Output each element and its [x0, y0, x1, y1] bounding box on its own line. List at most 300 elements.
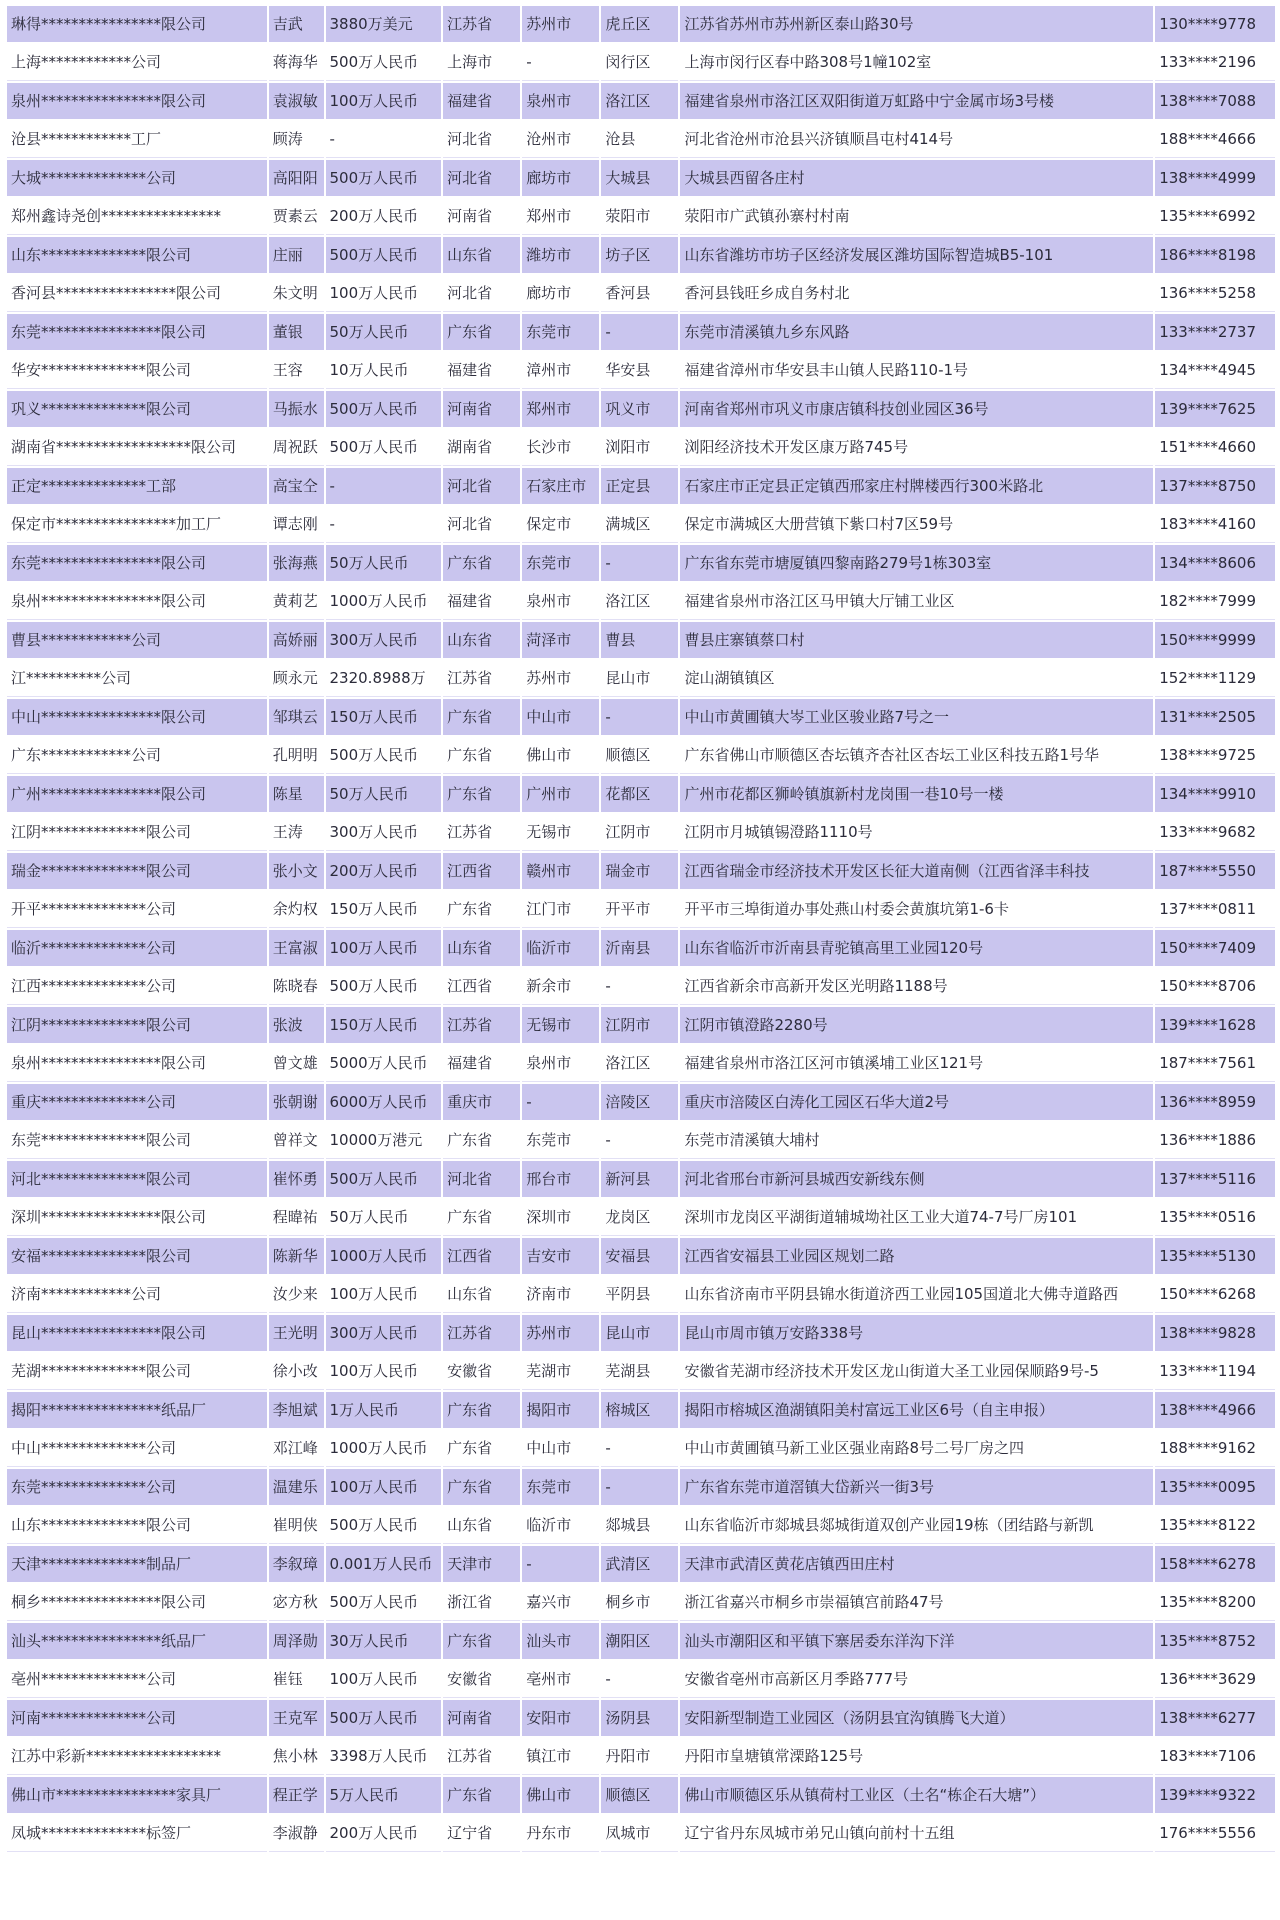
province-cell: 福建省: [443, 83, 520, 119]
province-cell: 广东省: [443, 737, 520, 774]
address-cell: 昆山市周市镇万安路338号: [680, 1315, 1153, 1351]
registered-capital-cell: 50万人民币: [326, 545, 442, 581]
city-cell: 吉安市: [522, 1238, 599, 1274]
district-cell: 正定县: [601, 468, 678, 504]
district-cell: 涪陵区: [601, 1084, 678, 1120]
phone-cell: 137****0811: [1155, 891, 1275, 928]
district-cell: 洛江区: [601, 583, 678, 620]
address-cell: 福建省泉州市洛江区河市镇溪埔工业区121号: [680, 1045, 1153, 1082]
province-cell: 江苏省: [443, 6, 520, 42]
province-cell: 广东省: [443, 891, 520, 928]
phone-cell: 139****9322: [1155, 1777, 1275, 1813]
province-cell: 山东省: [443, 622, 520, 658]
company-name-cell: 广东************公司: [7, 737, 267, 774]
registered-capital-cell: -: [326, 506, 442, 543]
table-row: [7, 1122, 1275, 1159]
legal-person-cell: 周祝跃: [269, 429, 324, 466]
registered-capital-cell: 200万人民币: [326, 198, 442, 235]
registered-capital-cell: 0.001万人民币: [326, 1546, 442, 1582]
district-cell: 坊子区: [601, 237, 678, 273]
company-name-cell: 凤城**************标签厂: [7, 1815, 267, 1852]
phone-cell: 187****5550: [1155, 853, 1275, 889]
province-cell: 安徽省: [443, 1353, 520, 1390]
district-cell: 龙岗区: [601, 1199, 678, 1236]
province-cell: 广东省: [443, 1777, 520, 1813]
table-row: [7, 1777, 1275, 1813]
address-cell: 汕头市潮阳区和平镇下寨居委东洋沟下洋: [680, 1623, 1153, 1659]
city-cell: 芜湖市: [522, 1353, 599, 1390]
province-cell: 广东省: [443, 1430, 520, 1467]
address-cell: 山东省济南市平阴县锦水街道济西工业园105国道北大佛寺道路西: [680, 1276, 1153, 1313]
table-row: [7, 314, 1275, 350]
company-name-cell: 香河县****************限公司: [7, 275, 267, 312]
table-row: [7, 275, 1275, 312]
legal-person-cell: 张小文: [269, 853, 324, 889]
phone-cell: 138****4999: [1155, 160, 1275, 196]
province-cell: 广东省: [443, 1122, 520, 1159]
address-cell: 广东省佛山市顺德区杏坛镇齐杏社区杏坛工业区科技五路1号华: [680, 737, 1153, 774]
phone-cell: 137****8750: [1155, 468, 1275, 504]
registered-capital-cell: 500万人民币: [326, 1161, 442, 1197]
address-cell: 丹阳市皇塘镇常溧路125号: [680, 1738, 1153, 1775]
registered-capital-cell: 50万人民币: [326, 1199, 442, 1236]
table-row: [7, 1161, 1275, 1197]
phone-cell: 176****5556: [1155, 1815, 1275, 1852]
registered-capital-cell: 2320.8988万: [326, 660, 442, 697]
phone-cell: 137****5116: [1155, 1161, 1275, 1197]
legal-person-cell: 王容: [269, 352, 324, 389]
company-name-cell: 临沂**************公司: [7, 930, 267, 966]
legal-person-cell: 曾祥文: [269, 1122, 324, 1159]
address-cell: 深圳市龙岗区平湖街道辅城坳社区工业大道74-7号厂房101: [680, 1199, 1153, 1236]
table-row: [7, 506, 1275, 543]
district-cell: -: [601, 968, 678, 1005]
city-cell: 苏州市: [522, 1315, 599, 1351]
legal-person-cell: 张波: [269, 1007, 324, 1043]
phone-cell: 133****2737: [1155, 314, 1275, 350]
registered-capital-cell: 10000万港元: [326, 1122, 442, 1159]
address-cell: 中山市黄圃镇马新工业区强业南路8号二号厂房之四: [680, 1430, 1153, 1467]
table-row: [7, 1084, 1275, 1120]
province-cell: 江苏省: [443, 1007, 520, 1043]
registered-capital-cell: 500万人民币: [326, 968, 442, 1005]
company-name-cell: 巩义**************限公司: [7, 391, 267, 427]
address-cell: 江西省瑞金市经济技术开发区长征大道南侧（江西省泽丰科技: [680, 853, 1153, 889]
city-cell: 汕头市: [522, 1623, 599, 1659]
company-name-cell: 开平**************公司: [7, 891, 267, 928]
address-cell: 河南省郑州市巩义市康店镇科技创业园区36号: [680, 391, 1153, 427]
address-cell: 安阳新型制造工业园区（汤阴县宜沟镇腾飞大道）: [680, 1700, 1153, 1736]
table-row: [7, 853, 1275, 889]
district-cell: 顺德区: [601, 1777, 678, 1813]
table-row: [7, 429, 1275, 466]
table-row: [7, 1623, 1275, 1659]
district-cell: -: [601, 1122, 678, 1159]
province-cell: 浙江省: [443, 1584, 520, 1621]
company-name-cell: 江西**************公司: [7, 968, 267, 1005]
district-cell: 江阴市: [601, 814, 678, 851]
district-cell: 华安县: [601, 352, 678, 389]
table-row: [7, 583, 1275, 620]
address-cell: 河北省邢台市新河县城西安新线东侧: [680, 1161, 1153, 1197]
phone-cell: 136****1886: [1155, 1122, 1275, 1159]
phone-cell: 131****2505: [1155, 699, 1275, 735]
table-row: [7, 1584, 1275, 1621]
company-name-cell: 东莞**************限公司: [7, 1122, 267, 1159]
address-cell: 重庆市涪陵区白涛化工园区石华大道2号: [680, 1084, 1153, 1120]
city-cell: 廊坊市: [522, 275, 599, 312]
province-cell: 湖南省: [443, 429, 520, 466]
table-row: [7, 1815, 1275, 1852]
address-cell: 荥阳市广武镇孙寨村村南: [680, 198, 1153, 235]
province-cell: 河北省: [443, 160, 520, 196]
city-cell: 东莞市: [522, 1469, 599, 1505]
address-cell: 广州市花都区狮岭镇旗新村龙岗围一巷10号一楼: [680, 776, 1153, 812]
table-row: [7, 1353, 1275, 1390]
company-name-cell: 华安**************限公司: [7, 352, 267, 389]
phone-cell: 134****9910: [1155, 776, 1275, 812]
registered-capital-cell: 150万人民币: [326, 699, 442, 735]
table-row: [7, 699, 1275, 735]
table-row: [7, 1469, 1275, 1505]
province-cell: 河南省: [443, 391, 520, 427]
district-cell: 满城区: [601, 506, 678, 543]
phone-cell: 138****9725: [1155, 737, 1275, 774]
phone-cell: 135****8122: [1155, 1507, 1275, 1544]
district-cell: 昆山市: [601, 660, 678, 697]
legal-person-cell: 宓方秋: [269, 1584, 324, 1621]
registered-capital-cell: 100万人民币: [326, 1469, 442, 1505]
registered-capital-cell: 3880万美元: [326, 6, 442, 42]
company-name-cell: 中山**************公司: [7, 1430, 267, 1467]
phone-cell: 135****8200: [1155, 1584, 1275, 1621]
company-name-cell: 江苏中彩新******************: [7, 1738, 267, 1775]
legal-person-cell: 马振水: [269, 391, 324, 427]
company-name-cell: 重庆**************公司: [7, 1084, 267, 1120]
province-cell: 广东省: [443, 314, 520, 350]
district-cell: 沂南县: [601, 930, 678, 966]
table-row: [7, 660, 1275, 697]
company-name-cell: 泉州****************限公司: [7, 583, 267, 620]
table-row: [7, 352, 1275, 389]
registered-capital-cell: 500万人民币: [326, 160, 442, 196]
district-cell: 浏阳市: [601, 429, 678, 466]
company-name-cell: 东莞****************限公司: [7, 545, 267, 581]
table-row: [7, 545, 1275, 581]
table-row: [7, 814, 1275, 851]
company-name-cell: 上海************公司: [7, 44, 267, 81]
registered-capital-cell: 6000万人民币: [326, 1084, 442, 1120]
address-cell: 浙江省嘉兴市桐乡市崇福镇宫前路47号: [680, 1584, 1153, 1621]
province-cell: 广东省: [443, 699, 520, 735]
legal-person-cell: 崔怀勇: [269, 1161, 324, 1197]
phone-cell: 133****1194: [1155, 1353, 1275, 1390]
table-row: [7, 1392, 1275, 1428]
legal-person-cell: 黄莉艺: [269, 583, 324, 620]
company-name-cell: 山东**************限公司: [7, 237, 267, 273]
table-row: [7, 468, 1275, 504]
phone-cell: 152****1129: [1155, 660, 1275, 697]
address-cell: 上海市闵行区春中路308号1幢102室: [680, 44, 1153, 81]
legal-person-cell: 崔钰: [269, 1661, 324, 1698]
company-name-cell: 芜湖**************限公司: [7, 1353, 267, 1390]
company-name-cell: 桐乡****************限公司: [7, 1584, 267, 1621]
legal-person-cell: 高娇丽: [269, 622, 324, 658]
company-name-cell: 广州****************限公司: [7, 776, 267, 812]
company-name-cell: 江**********公司: [7, 660, 267, 697]
registered-capital-cell: 1000万人民币: [326, 1430, 442, 1467]
table-row: [7, 622, 1275, 658]
registered-capital-cell: 500万人民币: [326, 1507, 442, 1544]
province-cell: 辽宁省: [443, 1815, 520, 1852]
phone-cell: 138****7088: [1155, 83, 1275, 119]
legal-person-cell: 朱文明: [269, 275, 324, 312]
district-cell: 沧县: [601, 121, 678, 158]
address-cell: 浏阳经济技术开发区康万路745号: [680, 429, 1153, 466]
city-cell: 石家庄市: [522, 468, 599, 504]
table-row: [7, 121, 1275, 158]
province-cell: 江西省: [443, 968, 520, 1005]
legal-person-cell: 李旭斌: [269, 1392, 324, 1428]
registered-capital-cell: 300万人民币: [326, 1315, 442, 1351]
address-cell: 东莞市清溪镇九乡东风路: [680, 314, 1153, 350]
phone-cell: 136****3629: [1155, 1661, 1275, 1698]
district-cell: 香河县: [601, 275, 678, 312]
company-name-cell: 郑州鑫诗尧创****************: [7, 198, 267, 235]
district-cell: 凤城市: [601, 1815, 678, 1852]
registered-capital-cell: 100万人民币: [326, 1661, 442, 1698]
city-cell: 邢台市: [522, 1161, 599, 1197]
company-name-cell: 山东**************限公司: [7, 1507, 267, 1544]
legal-person-cell: 王光明: [269, 1315, 324, 1351]
district-cell: 洛江区: [601, 83, 678, 119]
registered-capital-cell: 200万人民币: [326, 1815, 442, 1852]
table-row: [7, 891, 1275, 928]
table-row: [7, 1007, 1275, 1043]
province-cell: 河南省: [443, 1700, 520, 1736]
table-row: [7, 776, 1275, 812]
city-cell: 临沂市: [522, 1507, 599, 1544]
table-row: [7, 6, 1275, 42]
legal-person-cell: 袁淑敏: [269, 83, 324, 119]
district-cell: -: [601, 545, 678, 581]
district-cell: -: [601, 1661, 678, 1698]
address-cell: 揭阳市榕城区渔湖镇阳美村富远工业区6号（自主申报）: [680, 1392, 1153, 1428]
province-cell: 山东省: [443, 1276, 520, 1313]
province-cell: 江苏省: [443, 814, 520, 851]
table-row: [7, 1661, 1275, 1698]
registered-capital-cell: -: [326, 121, 442, 158]
company-name-cell: 佛山市****************家具厂: [7, 1777, 267, 1813]
phone-cell: 133****2196: [1155, 44, 1275, 81]
city-cell: 赣州市: [522, 853, 599, 889]
company-name-cell: 汕头****************纸品厂: [7, 1623, 267, 1659]
registered-capital-cell: 500万人民币: [326, 737, 442, 774]
table-row: [7, 44, 1275, 81]
registered-capital-cell: 500万人民币: [326, 391, 442, 427]
district-cell: 安福县: [601, 1238, 678, 1274]
company-name-cell: 琳得****************限公司: [7, 6, 267, 42]
phone-cell: 150****7409: [1155, 930, 1275, 966]
address-cell: 保定市满城区大册营镇下紫口村7区59号: [680, 506, 1153, 543]
district-cell: 闵行区: [601, 44, 678, 81]
legal-person-cell: 陈星: [269, 776, 324, 812]
phone-cell: 139****1628: [1155, 1007, 1275, 1043]
address-cell: 中山市黄圃镇大岑工业区骏业路7号之一: [680, 699, 1153, 735]
company-name-cell: 大城**************公司: [7, 160, 267, 196]
table-row: [7, 198, 1275, 235]
phone-cell: 135****5130: [1155, 1238, 1275, 1274]
legal-person-cell: 高宝仝: [269, 468, 324, 504]
district-cell: 丹阳市: [601, 1738, 678, 1775]
district-cell: 芜湖县: [601, 1353, 678, 1390]
company-name-cell: 正定**************工部: [7, 468, 267, 504]
table-row: [7, 1738, 1275, 1775]
company-name-cell: 揭阳****************纸品厂: [7, 1392, 267, 1428]
address-cell: 石家庄市正定县正定镇西邢家庄村牌楼西行300米路北: [680, 468, 1153, 504]
registered-capital-cell: 150万人民币: [326, 891, 442, 928]
phone-cell: 136****5258: [1155, 275, 1275, 312]
legal-person-cell: 谭志刚: [269, 506, 324, 543]
city-cell: 沧州市: [522, 121, 599, 158]
legal-person-cell: 周泽勋: [269, 1623, 324, 1659]
district-cell: 花都区: [601, 776, 678, 812]
table-row: [7, 1700, 1275, 1736]
legal-person-cell: 焦小林: [269, 1738, 324, 1775]
phone-cell: 183****4160: [1155, 506, 1275, 543]
company-name-cell: 江阴**************限公司: [7, 814, 267, 851]
province-cell: 河南省: [443, 198, 520, 235]
city-cell: 长沙市: [522, 429, 599, 466]
province-cell: 山东省: [443, 237, 520, 273]
district-cell: 桐乡市: [601, 1584, 678, 1621]
province-cell: 广东省: [443, 1623, 520, 1659]
city-cell: 漳州市: [522, 352, 599, 389]
address-cell: 安徽省亳州市高新区月季路777号: [680, 1661, 1153, 1698]
city-cell: 中山市: [522, 1430, 599, 1467]
city-cell: 亳州市: [522, 1661, 599, 1698]
registered-capital-cell: 5万人民币: [326, 1777, 442, 1813]
registered-capital-cell: -: [326, 468, 442, 504]
registered-capital-cell: 10万人民币: [326, 352, 442, 389]
city-cell: 镇江市: [522, 1738, 599, 1775]
registered-capital-cell: 100万人民币: [326, 930, 442, 966]
district-cell: 榕城区: [601, 1392, 678, 1428]
phone-cell: 150****6268: [1155, 1276, 1275, 1313]
phone-cell: 187****7561: [1155, 1045, 1275, 1082]
district-cell: 开平市: [601, 891, 678, 928]
address-cell: 江苏省苏州市苏州新区泰山路30号: [680, 6, 1153, 42]
district-cell: 顺德区: [601, 737, 678, 774]
district-cell: 瑞金市: [601, 853, 678, 889]
district-cell: 昆山市: [601, 1315, 678, 1351]
registered-capital-cell: 30万人民币: [326, 1623, 442, 1659]
registered-capital-cell: 100万人民币: [326, 275, 442, 312]
legal-person-cell: 陈晓春: [269, 968, 324, 1005]
legal-person-cell: 李淑静: [269, 1815, 324, 1852]
address-cell: 山东省临沂市沂南县青驼镇高里工业园120号: [680, 930, 1153, 966]
registered-capital-cell: 100万人民币: [326, 1353, 442, 1390]
registered-capital-cell: 300万人民币: [326, 814, 442, 851]
city-cell: 泉州市: [522, 583, 599, 620]
city-cell: 菏泽市: [522, 622, 599, 658]
legal-person-cell: 庄丽: [269, 237, 324, 273]
company-name-cell: 沧县************工厂: [7, 121, 267, 158]
company-name-cell: 泉州****************限公司: [7, 1045, 267, 1082]
registered-capital-cell: 300万人民币: [326, 622, 442, 658]
district-cell: 洛江区: [601, 1045, 678, 1082]
legal-person-cell: 陈新华: [269, 1238, 324, 1274]
address-cell: 福建省泉州市洛江区双阳街道万虹路中宁金属市场3号楼: [680, 83, 1153, 119]
district-cell: 潮阳区: [601, 1623, 678, 1659]
district-cell: -: [601, 1469, 678, 1505]
city-cell: 东莞市: [522, 545, 599, 581]
company-name-cell: 安福**************限公司: [7, 1238, 267, 1274]
legal-person-cell: 余灼权: [269, 891, 324, 928]
table-row: [7, 1315, 1275, 1351]
registered-capital-cell: 1000万人民币: [326, 583, 442, 620]
city-cell: 深圳市: [522, 1199, 599, 1236]
legal-person-cell: 程暐祐: [269, 1199, 324, 1236]
registered-capital-cell: 1万人民币: [326, 1392, 442, 1428]
phone-cell: 136****8959: [1155, 1084, 1275, 1120]
city-cell: 安阳市: [522, 1700, 599, 1736]
address-cell: 香河县钱旺乡成自务村北: [680, 275, 1153, 312]
province-cell: 山东省: [443, 1507, 520, 1544]
district-cell: 虎丘区: [601, 6, 678, 42]
city-cell: 新余市: [522, 968, 599, 1005]
phone-cell: 150****9999: [1155, 622, 1275, 658]
city-cell: 廊坊市: [522, 160, 599, 196]
city-cell: 苏州市: [522, 660, 599, 697]
address-cell: 辽宁省丹东凤城市弟兄山镇向前村十五组: [680, 1815, 1153, 1852]
legal-person-cell: 顾涛: [269, 121, 324, 158]
province-cell: 山东省: [443, 930, 520, 966]
registered-capital-cell: 500万人民币: [326, 1584, 442, 1621]
city-cell: 江门市: [522, 891, 599, 928]
company-name-cell: 昆山****************限公司: [7, 1315, 267, 1351]
province-cell: 河北省: [443, 121, 520, 158]
phone-cell: 158****6278: [1155, 1546, 1275, 1582]
address-cell: 江西省安福县工业园区规划二路: [680, 1238, 1153, 1274]
legal-person-cell: 吉武: [269, 6, 324, 42]
legal-person-cell: 王克军: [269, 1700, 324, 1736]
legal-person-cell: 顾永元: [269, 660, 324, 697]
table-row: [7, 391, 1275, 427]
table-row: [7, 160, 1275, 196]
legal-person-cell: 蒋海华: [269, 44, 324, 81]
company-name-cell: 济南************公司: [7, 1276, 267, 1313]
table-row: [7, 1045, 1275, 1082]
city-cell: 东莞市: [522, 1122, 599, 1159]
legal-person-cell: 邹琪云: [269, 699, 324, 735]
province-cell: 广东省: [443, 1392, 520, 1428]
province-cell: 安徽省: [443, 1661, 520, 1698]
phone-cell: 135****0516: [1155, 1199, 1275, 1236]
registered-capital-cell: 500万人民币: [326, 44, 442, 81]
province-cell: 河北省: [443, 506, 520, 543]
phone-cell: 188****9162: [1155, 1430, 1275, 1467]
phone-cell: 183****7106: [1155, 1738, 1275, 1775]
legal-person-cell: 张海燕: [269, 545, 324, 581]
registered-capital-cell: 50万人民币: [326, 776, 442, 812]
city-cell: -: [522, 1084, 599, 1120]
company-name-cell: 东莞****************限公司: [7, 314, 267, 350]
company-name-cell: 东莞**************公司: [7, 1469, 267, 1505]
city-cell: -: [522, 1546, 599, 1582]
city-cell: 临沂市: [522, 930, 599, 966]
city-cell: 中山市: [522, 699, 599, 735]
